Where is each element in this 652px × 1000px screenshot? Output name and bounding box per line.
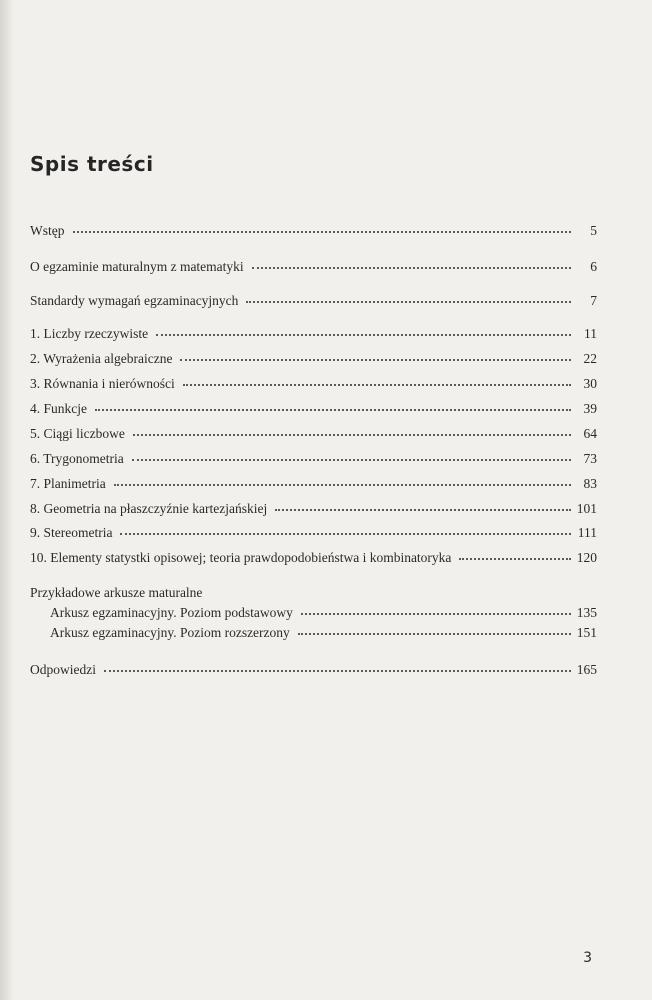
toc-entry-label: Odpowiedzi — [30, 662, 96, 677]
toc-entry-page: 120 — [576, 550, 597, 565]
toc-entry-label: Standardy wymagań egzaminacyjnych — [30, 293, 239, 308]
dot-leader — [156, 334, 571, 336]
toc-exam-basic[interactable] — [50, 604, 597, 622]
toc-chapter-2[interactable] — [30, 350, 597, 368]
toc-entry-page: 64 — [583, 426, 597, 441]
dot-leader — [459, 558, 571, 560]
toc-entry-page: 111 — [577, 525, 597, 540]
toc-entry-label: O egzaminie maturalnym z matematyki — [30, 259, 244, 274]
toc-entry-page: 73 — [583, 451, 597, 466]
toc-entry-label: 10. Elementy statystki opisowej; teoria prawdopodobieństwa i kombinatoryka — [30, 550, 452, 565]
toc-entry-page: 11 — [584, 326, 597, 341]
toc-chapter-9[interactable] — [30, 524, 597, 542]
dot-leader — [183, 384, 571, 386]
toc-entry-intro[interactable] — [30, 222, 597, 240]
dot-leader — [246, 301, 571, 303]
toc-entry-label: 8. Geometria na płaszczyźnie kartezjańskiej — [30, 501, 268, 516]
dot-leader — [180, 359, 571, 361]
page-title: Spis treści — [30, 152, 154, 176]
toc-entry-answers[interactable] — [30, 661, 597, 679]
toc-entry-label: Arkusz egzaminacyjny. Poziom podstawowy — [50, 605, 293, 620]
toc-chapter-6[interactable] — [30, 450, 597, 468]
dot-leader — [301, 613, 571, 615]
toc-entry-page: 6 — [590, 259, 597, 274]
exam-sheets-heading: Przykładowe arkusze maturalne — [30, 585, 203, 600]
dot-leader — [133, 434, 571, 436]
toc-exam-extended[interactable] — [50, 624, 597, 642]
toc-entry-label: Arkusz egzaminacyjny. Poziom rozszerzony — [50, 625, 290, 640]
dot-leader — [73, 231, 572, 233]
page-number: 3 — [583, 950, 592, 966]
toc-entry-page: 30 — [583, 376, 597, 391]
toc-entry-page: 39 — [583, 401, 597, 416]
toc-chapter-5[interactable] — [30, 425, 597, 443]
toc-chapter-8[interactable] — [30, 500, 597, 518]
toc-chapter-7[interactable] — [30, 475, 597, 493]
toc-chapter-4[interactable] — [30, 400, 597, 418]
dot-leader — [132, 459, 571, 461]
dot-leader — [275, 509, 571, 511]
toc-entry-page: 5 — [590, 223, 597, 238]
dot-leader — [114, 484, 571, 486]
dot-leader — [298, 633, 571, 635]
toc-entry-page: 83 — [583, 476, 597, 491]
toc-chapter-10[interactable] — [30, 549, 597, 567]
toc-entry-label: 1. Liczby rzeczywiste — [30, 326, 149, 341]
toc-entry-label: 9. Stereometria — [30, 525, 113, 540]
toc-entry-label: Wstęp — [30, 223, 65, 238]
toc-entry-page: 101 — [576, 501, 597, 516]
toc-entry-label: 6. Trygonometria — [30, 451, 124, 466]
toc-entry-page: 151 — [576, 625, 597, 640]
toc-entry-label: 4. Funkcje — [30, 401, 87, 416]
toc-entry-page: 7 — [590, 293, 597, 308]
toc-entry-page: 135 — [576, 605, 597, 620]
dot-leader — [120, 533, 571, 535]
toc-entry-label: 3. Równania i nierówności — [30, 376, 175, 391]
page-edge-shadow — [0, 0, 14, 1000]
toc-entry-label: 7. Planimetria — [30, 476, 106, 491]
toc-entry-standards[interactable] — [30, 292, 597, 310]
toc-entry-page: 165 — [576, 662, 597, 677]
dot-leader — [95, 409, 571, 411]
dot-leader — [252, 267, 571, 269]
toc-entry-page: 22 — [583, 351, 597, 366]
toc-chapter-1[interactable] — [30, 325, 597, 343]
dot-leader — [104, 670, 571, 672]
toc-chapter-3[interactable] — [30, 375, 597, 393]
toc-entry-label: 2. Wyrażenia algebraiczne — [30, 351, 173, 366]
toc-entry-label: 5. Ciągi liczbowe — [30, 426, 125, 441]
toc-entry-about-exam[interactable] — [30, 258, 597, 276]
